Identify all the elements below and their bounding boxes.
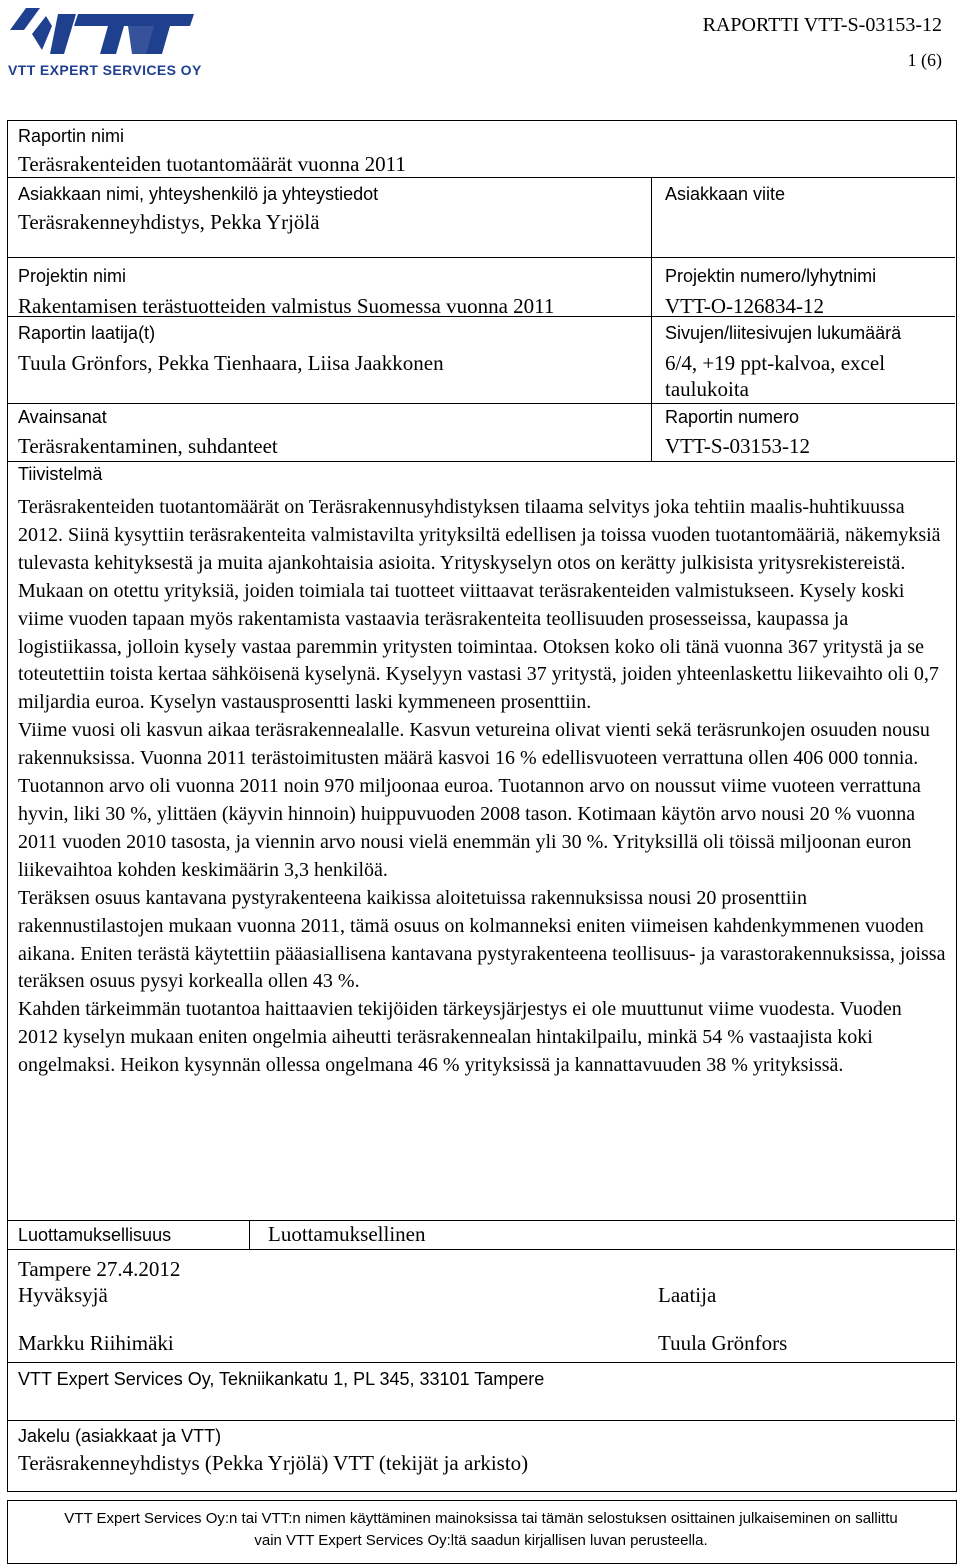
report-number-value: VTT-S-03153-12 bbox=[665, 434, 811, 458]
divider bbox=[8, 403, 955, 404]
divider bbox=[249, 1220, 250, 1249]
summary-paragraph: Teräsrakenteiden tuotantomäärät on Teräsrakennusyhdistyksen tilaama selvitys joka tehtiin maalis-huhtikuussa 2012. Siinä kysyttiin teräsrakenteita valmistavilta yrityksiltä edellisen ja toissa vuoden tuotantomääriä, näkemyksiä tulevasta kehityksestä ja muita ajankohtaisia asioita. Yrityskyselyn otos on kerätty julkisista yritysrekistereistä. Mukaan on otettu yrityksiä, joiden toimiala tai tuotteet viittaavat teräsrakenteiden valmistukseen. Kysely koski viime vuoden tapaan myös rakentamista vastaavia teräsrakenteita teollisuuden prosesseissa, kaupassa ja logistiikassa, jolloin kysely vastaa paremmin yritysten toimintaa. Otoksen koko oli tänä vuonna 367 yritystä ja se toteutettiin toista kertaa sähköisenä kyselynä. Kyselyyn vastasi 37 yritystä, joiden yhteenlaskettu liikevaihto oli 0,7 miljardia euroa. Kyselyn vastausprosentti laski kymmeneen prosenttiin. bbox=[18, 496, 941, 714]
divider bbox=[8, 177, 955, 178]
client-label: Asiakkaan nimi, yhteyshenkilö ja yhteystiedot bbox=[18, 184, 379, 204]
distribution-label: Jakelu (asiakkaat ja VTT) bbox=[18, 1426, 222, 1446]
project-label: Projektin nimi bbox=[18, 266, 127, 286]
divider bbox=[8, 1362, 955, 1363]
pages-value-cont: taulukoita bbox=[665, 377, 749, 401]
divider bbox=[651, 177, 652, 461]
logo-text: VTT EXPERT SERVICES OY bbox=[8, 62, 202, 78]
report-name-value: Teräsrakenteiden tuotantomäärät vuonna 2011 bbox=[18, 152, 406, 176]
address: VTT Expert Services Oy, Tekniikankatu 1, PL 345, 33101 Tampere bbox=[18, 1369, 545, 1389]
report-number-label: Raportin numero bbox=[665, 407, 800, 427]
footer-line-1: VTT Expert Services Oy:n tai VTT:n nimen käyttäminen mainoksissa tai tämän selostuksen osittainen julkaiseminen on sallittu bbox=[64, 1510, 898, 1527]
pages-label: Sivujen/liitesivujen lukumäärä bbox=[665, 323, 902, 343]
summary-paragraph: Viime vuosi oli kasvun aikaa teräsrakennealalle. Kasvun vetureina olivat vienti sekä teräsrunkojen osuuden nousu rakennuksissa. Vuonna 2011 terästoimitusten määrä kasvoi 16 % edellisvuoteen verrattuna ollen 406 000 tonnia. Tuotannon arvo oli vuonna 2011 noin 970 miljoonaa euroa. Tuotannon arvo on noussut viime vuoteen verrattuna hyvin, liki 30 %, ylittäen (käyvin hinnoin) huippuvuoden 2008 tason. Kotimaan käytön arvo nousi 20 % vuonna 2011 vuoden 2010 tasosta, ja viennin arvo nousi vielä enemmän yli 30 %. Yrityksillä oli töissä miljoonan euron liikevaihtoa kohden keskimäärin 3,3 henkilöä. bbox=[18, 719, 930, 881]
project-value: Rakentamisen terästuotteiden valmistus Suomessa vuonna 2011 bbox=[18, 294, 555, 318]
divider bbox=[8, 461, 955, 462]
authors-label: Raportin laatija(t) bbox=[18, 323, 156, 343]
summary-text bbox=[18, 494, 946, 1080]
summary-paragraph: Kahden tärkeimmän tuotantoa haittaavien tekijöiden tärkeysjärjestys ei ole muuttunut viime vuodesta. Vuoden 2012 kyselyn mukaan eniten ongelmia aiheutti teräsrakennealan hintakilpailu, minkä 54 % vastaajista koki ongelmaksi. Heikon kysynnän ollessa ongelmana 46 % yrityksissä ja kannattavuuden 38 % yrityksissä. bbox=[18, 998, 902, 1077]
keywords-label: Avainsanat bbox=[18, 407, 107, 427]
place-date: Tampere 27.4.2012 bbox=[18, 1257, 181, 1281]
client-ref-label: Asiakkaan viite bbox=[665, 184, 786, 204]
author-name: Tuula Grönfors bbox=[658, 1331, 788, 1355]
footer-line-2: vain VTT Expert Services Oy:ltä saadun kirjallisen luvan perusteella. bbox=[254, 1532, 708, 1549]
divider bbox=[8, 1249, 955, 1250]
keywords-value: Teräsrakentaminen, suhdanteet bbox=[18, 434, 278, 458]
authors-value: Tuula Grönfors, Pekka Tienhaara, Liisa Jaakkonen bbox=[18, 351, 444, 375]
project-number-value: VTT-O-126834-12 bbox=[665, 294, 825, 318]
report-id: RAPORTTI VTT-S-03153-12 bbox=[702, 14, 942, 36]
approver-name: Markku Riihimäki bbox=[18, 1331, 174, 1355]
divider bbox=[8, 257, 955, 258]
report-name-label: Raportin nimi bbox=[18, 126, 125, 146]
confidentiality-label: Luottamuksellisuus bbox=[18, 1225, 172, 1245]
page-number: 1 (6) bbox=[907, 50, 942, 70]
vtt-logo-mark bbox=[6, 4, 196, 62]
divider bbox=[8, 1220, 955, 1221]
pages-value: 6/4, +19 ppt-kalvoa, excel bbox=[665, 351, 886, 375]
summary-paragraph: Teräksen osuus kantavana pystyrakenteena kaikissa aloitetuissa rakennuksissa nousi 20 prosenttiin rakennustilastojen mukaan vuonna 2011, tämä osuus on kolmanneksi eniten viimeisen kahdenkymmenen vuoden aikana. Eniten terästä käytettiin pääasiallisena kantavana pystyrakenteena teollisuus- ja varastorakennuksissa, joissa teräksen osuus pysyi korkealla ollen 43 %. bbox=[18, 886, 946, 993]
divider bbox=[8, 1420, 955, 1421]
project-number-label: Projektin numero/lyhytnimi bbox=[665, 266, 877, 286]
distribution-value: Teräsrakenneyhdistys (Pekka Yrjölä) VTT (tekijät ja arkisto) bbox=[18, 1451, 529, 1475]
client-value: Teräsrakenneyhdistys, Pekka Yrjölä bbox=[18, 210, 320, 234]
author-label: Laatija bbox=[658, 1283, 717, 1307]
summary-label: Tiivistelmä bbox=[18, 464, 103, 484]
confidentiality-value: Luottamuksellinen bbox=[268, 1222, 426, 1246]
vtt-logo bbox=[6, 4, 206, 80]
approver-label: Hyväksyjä bbox=[18, 1283, 108, 1307]
